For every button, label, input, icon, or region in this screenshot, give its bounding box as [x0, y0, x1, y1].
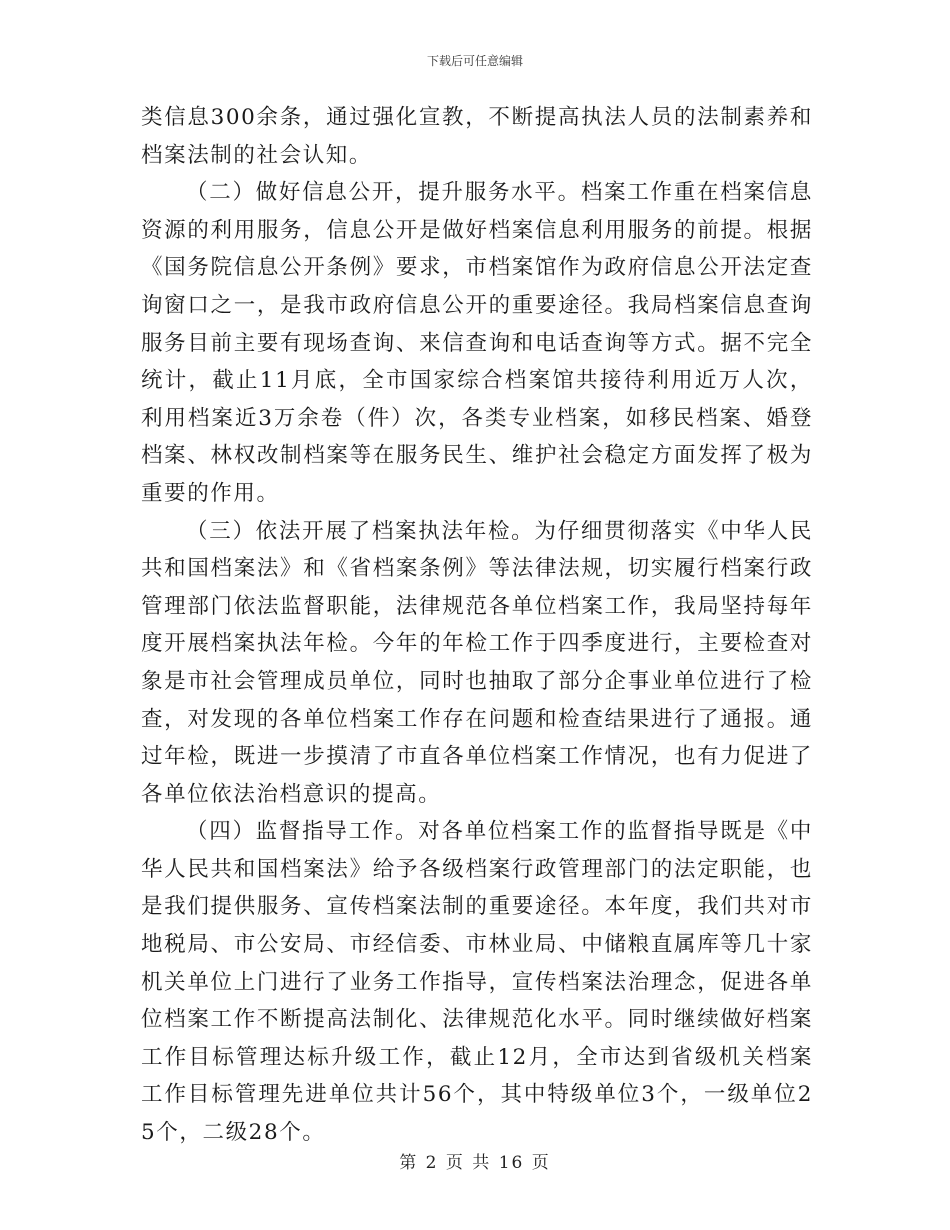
- paragraph-supervision-guidance: （四）监督指导工作。对各单位档案工作的监督指导既是《中华人民共和国档案法》给予各级档案行政管理部门的法定职能，也是我们提供服务、宣传档案法制的重要途径。本年度，我们共对市地税局、市公安局、市经信委、市林业局、中储粮直属库等几十家机关单位上门进行了业务工作指导，宣传档案法治理念，促进各单位档案工作不断提高法制化、法律规范化水平。同时继续做好档案工作目标管理达标升级工作，截止12月，全市达到省级机关档案工作目标管理先进单位共计56个，其中特级单位3个，一级单位25个，二级28个。: [141, 819, 813, 1146]
- document-body: [141, 99, 813, 1152]
- page-header: 下载后可任意编辑: [426, 54, 523, 68]
- page-number-footer: 第 2 页 共 16 页: [399, 1153, 551, 1173]
- paragraph-continuation: 类信息300余条，通过强化宣教，不断提高执法人员的法制素养和档案法制的社会认知。: [141, 105, 813, 168]
- paragraph-law-enforcement-inspection: （三）依法开展了档案执法年检。为仔细贯彻落实《中华人民共和国档案法》和《省档案条例》等法律法规，切实履行档案行政管理部门依法监督职能，法律规范各单位档案工作，我局坚持每年度开展档案执法年检。今年的年检工作于四季度进行，主要检查对象是市社会管理成员单位，同时也抽取了部分企事业单位进行了检查，对发现的各单位档案工作存在问题和检查结果进行了通报。通过年检，既进一步摸清了市直各单位档案工作情况，也有力促进了各单位依法治档意识的提高。: [141, 518, 813, 807]
- paragraph-information-disclosure: （二）做好信息公开，提升服务水平。档案工作重在档案信息资源的利用服务，信息公开是做好档案信息利用服务的前提。根据《国务院信息公开条例》要求，市档案馆作为政府信息公开法定查询窗口之一，是我市政府信息公开的重要途径。我局档案信息查询服务目前主要有现场查询、来信查询和电话查询等方式。据不完全统计，截止11月底，全市国家综合档案馆共接待利用近万人次，利用档案近3万余卷（件）次，各类专业档案，如移民档案、婚登档案、林权改制档案等在服务民生、维护社会稳定方面发挥了极为重要的作用。: [141, 180, 813, 506]
